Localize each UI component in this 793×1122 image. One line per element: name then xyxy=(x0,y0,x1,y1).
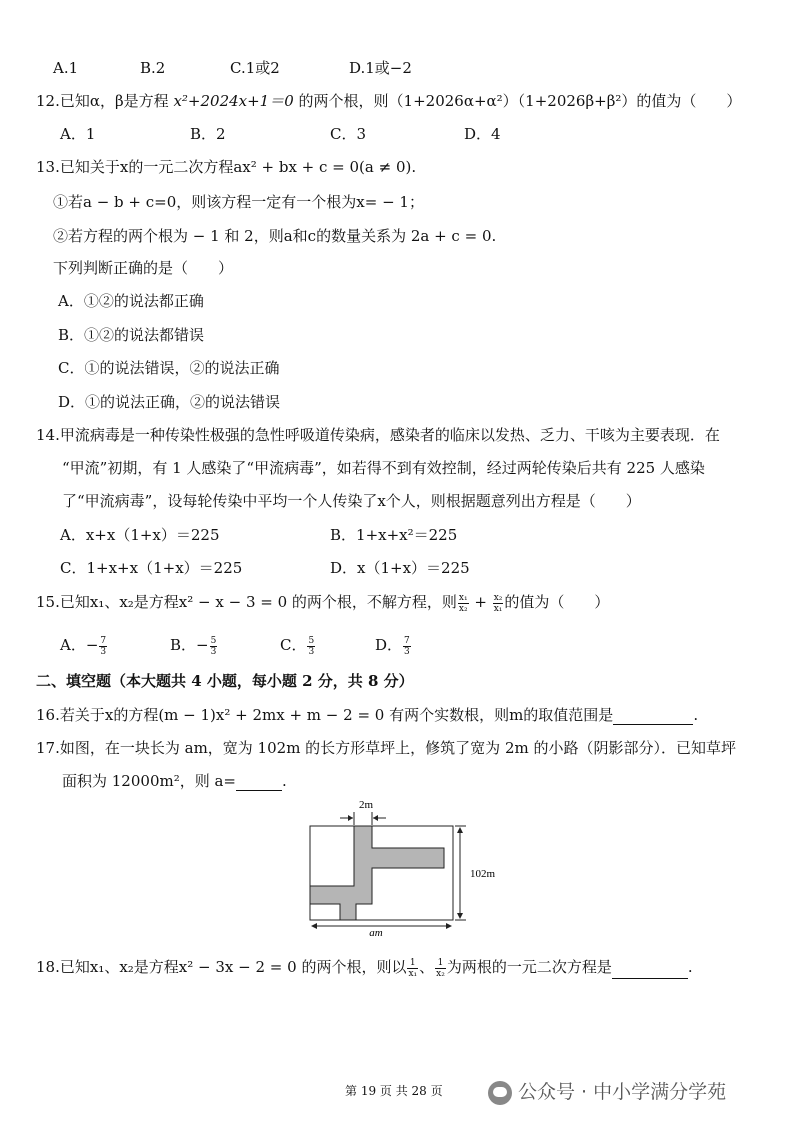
q14-line-3: 了“甲流病毒”，设每轮传染中平均一个人传染了x个人，则根据题意列出方程是（ ） xyxy=(62,492,641,510)
wechat-icon xyxy=(488,1081,512,1105)
q11-option-b: B.2 xyxy=(140,59,166,77)
q15-option-a-label: A．− xyxy=(60,636,99,654)
q15-option-c-num: 5 xyxy=(308,635,315,646)
q15-fraction-1 xyxy=(458,593,469,614)
q14-option-c: C．1+x+x（1+x）＝225 xyxy=(60,559,243,577)
q15-f1-denominator: x₂ xyxy=(458,603,468,614)
q12-equation: x²+2024x+1＝0 xyxy=(173,92,294,110)
q13-option-a: A．①②的说法都正确 xyxy=(58,292,204,310)
q15-option-d-num: 7 xyxy=(404,635,410,646)
q11-option-a: A.1 xyxy=(53,59,79,77)
q15-option-d xyxy=(375,635,412,657)
q16-answer-blank[interactable] xyxy=(613,708,693,725)
section-title-fill-in: 二、填空题（本大题共 4 小题，每小题 2 分，共 8 分） xyxy=(36,672,414,690)
q15-option-c-den: 3 xyxy=(308,646,315,657)
q18-f2-numerator: 1 xyxy=(435,958,446,969)
q18-f1-numerator: 1 xyxy=(407,958,418,969)
q15-option-b-label: B．− xyxy=(170,636,209,654)
q15-f2-numerator: x₂ xyxy=(493,592,503,603)
q17-line-2-text: 面积为 12000m²，则 a= xyxy=(62,772,237,790)
q15-option-d-label: D． xyxy=(375,636,403,654)
q13-ask: 下列判断正确的是（ ） xyxy=(53,259,234,277)
q17-line-1: 17.如图，在一块长为 am，宽为 102m 的长方形草坪上，修筑了宽为 2m 的小路（阴影部分）．已知草坪 xyxy=(36,739,736,757)
q17-answer-blank[interactable] xyxy=(236,774,282,791)
watermark xyxy=(488,1077,726,1105)
q13-statement-2: ②若方程的两个根为 − 1 和 2，则a和c的数量关系为 2a + c = 0. xyxy=(53,227,497,245)
q15-option-b-num: 5 xyxy=(210,635,217,646)
q15-fraction-2 xyxy=(493,593,504,614)
q15-option-a-num: 7 xyxy=(100,635,107,646)
q18-f2-denominator: x₂ xyxy=(436,968,445,979)
q12-option-a: A．1 xyxy=(60,125,96,143)
q17-line-2: 面积为 12000m²，则 a= . xyxy=(62,772,287,790)
q12-stem-pre: 12.已知α，β是方程 xyxy=(36,92,174,110)
q18-fraction-1 xyxy=(407,958,418,979)
q15-f1-numerator: x₁ xyxy=(458,592,468,603)
q15-option-c xyxy=(280,635,316,657)
q15-option-d-den: 3 xyxy=(404,646,410,657)
q15-option-c-label: C． xyxy=(280,636,307,654)
q15-option-c-fraction xyxy=(307,636,315,657)
q12-option-c: C．3 xyxy=(330,125,367,143)
q15-f2-denominator: x₁ xyxy=(493,603,503,614)
q18-stem: 18.已知x₁、x₂是方程x² − 3x − 2 = 0 的两个根，则以 $\frac{1}{\text{x₁}}$ 、 $\frac{1}{\text{x₂}}$ 为两根的一元二次方程是 . xyxy=(36,957,693,979)
q18-separator: 、 xyxy=(419,958,435,976)
dimension-top xyxy=(340,812,386,825)
q18-stem-post: 为两根的一元二次方程是 xyxy=(446,958,612,976)
q14-option-b: B．1+x+x²＝225 xyxy=(330,526,458,544)
q12-option-b: B．2 xyxy=(190,125,226,143)
q13-stem: 13.已知关于x的一元二次方程ax² + bx + c = 0(a ≠ 0). xyxy=(36,158,417,176)
q15-option-b xyxy=(170,635,218,657)
q14-line-2: “甲流”初期，有 1 人感染了“甲流病毒”，如若得不到有效控制，经过两轮传染后共有 225 人感染 xyxy=(62,459,705,477)
watermark-text: 公众号 · 中小学满分学苑 xyxy=(518,1081,727,1103)
q15-option-b-fraction xyxy=(210,636,218,657)
q12-stem xyxy=(36,91,741,111)
q18-f1-denominator: x₁ xyxy=(408,968,418,979)
q16-stem: 16.若关于x的方程(m − 1)x² + 2mx + m − 2 = 0 有两个实数根，则m的取值范围是 . xyxy=(36,706,699,724)
q11-option-d: D.1或−2 xyxy=(349,59,412,77)
q15-option-a-den: 3 xyxy=(100,646,107,657)
q14-line-1: 14.甲流病毒是一种传染性极强的急性呼吸道传染病，感染者的临床以发热、乏力、干咳为主要表现．在 xyxy=(36,426,720,444)
q15-option-b-den: 3 xyxy=(210,646,217,657)
q14-option-d: D．x（1+x）＝225 xyxy=(330,559,470,577)
q12-option-d: D．4 xyxy=(464,125,501,143)
label-102m: 102m xyxy=(470,868,495,880)
q13-option-b: B．①②的说法都错误 xyxy=(58,326,205,344)
q18-stem-pre: 18.已知x₁、x₂是方程x² − 3x − 2 = 0 的两个根，则以 xyxy=(36,958,407,976)
dimension-right xyxy=(455,826,466,920)
label-2m: 2m xyxy=(358,799,374,811)
q13-statement-1: ①若a − b + c=0，则该方程一定有一个根为x= − 1； xyxy=(53,193,424,211)
q18-answer-blank[interactable] xyxy=(612,962,688,979)
q14-option-a: A．x+x（1+x）＝225 xyxy=(60,526,220,544)
q15-option-a xyxy=(60,635,108,657)
q15-option-a-fraction xyxy=(99,636,107,657)
q13-option-c: C．①的说法错误，②的说法正确 xyxy=(58,359,280,377)
q13-option-d: D．①的说法正确，②的说法错误 xyxy=(58,393,281,411)
q11-option-c: C.1或2 xyxy=(230,59,280,77)
q15-option-d-fraction xyxy=(403,636,411,657)
lawn-rectangle xyxy=(310,826,453,920)
q15-stem xyxy=(36,592,609,614)
q18-fraction-2 xyxy=(435,958,446,979)
label-am: am xyxy=(369,927,383,938)
page-number: 第 19 页 共 28 页 xyxy=(345,1084,443,1098)
q15-stem-pre: 15.已知x₁、x₂是方程x² − x − 3 = 0 的两个根，不解方程，则 xyxy=(36,593,457,611)
q16-text: 16.若关于x的方程(m − 1)x² + 2mx + m − 2 = 0 有两个实数根，则m的取值范围是 xyxy=(36,706,614,724)
q15-stem-post: 的值为（ ） xyxy=(504,593,610,611)
q17-lawn-figure xyxy=(300,798,495,938)
q12-stem-post: 的两个根，则（1+2026α+α²）（1+2026β+β²）的值为（ ） xyxy=(293,92,742,110)
q15-plus: + xyxy=(469,593,492,611)
